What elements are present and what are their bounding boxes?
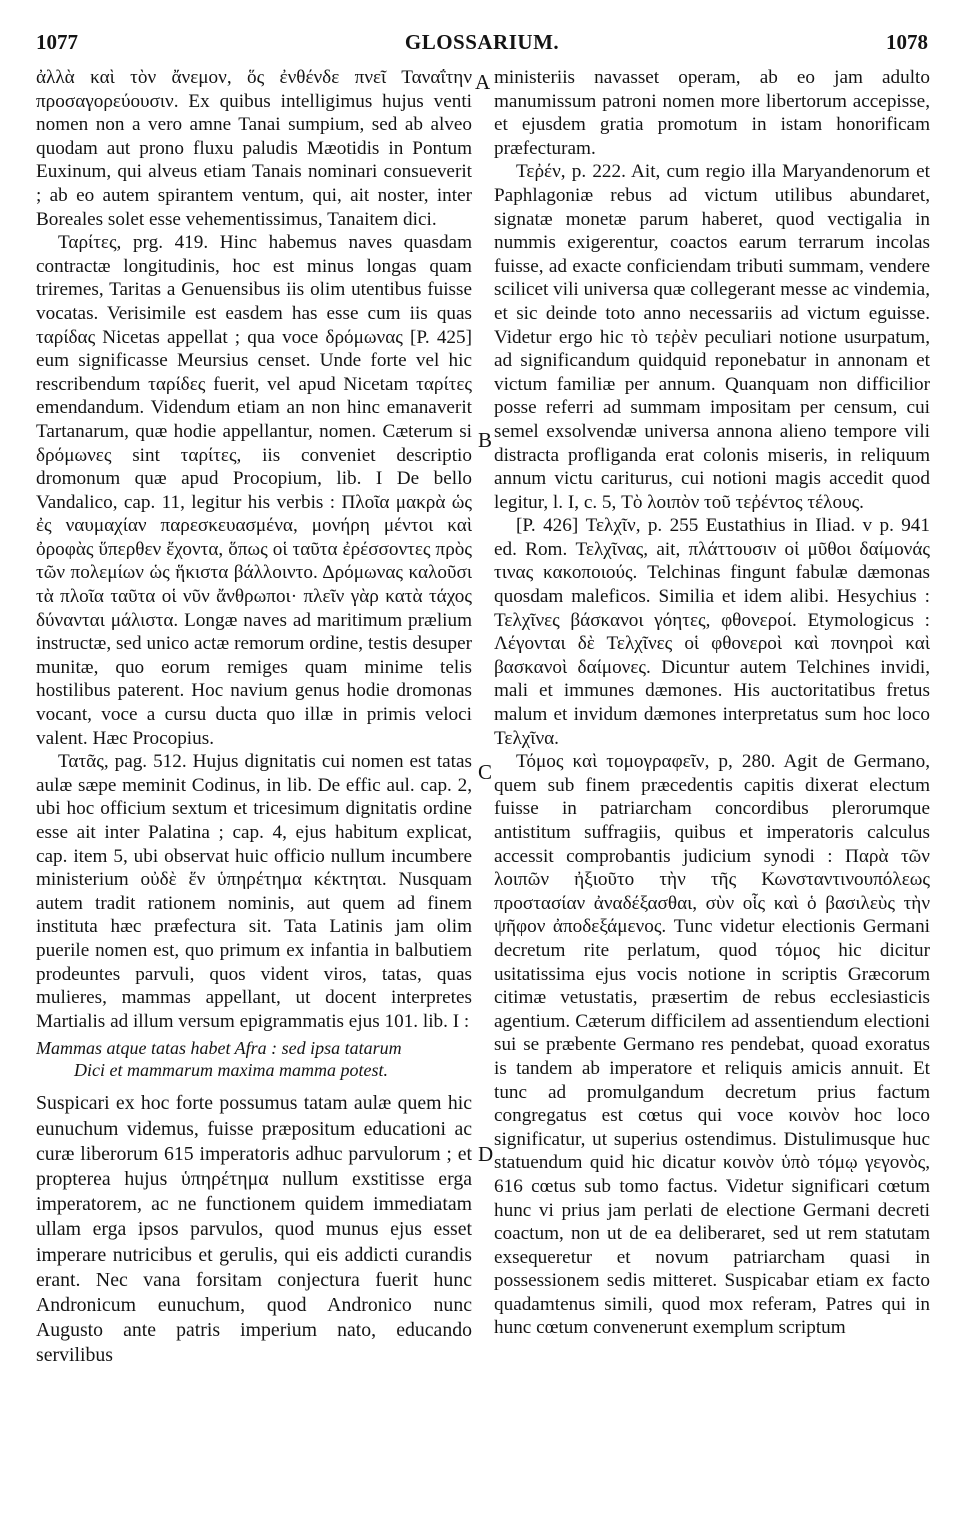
running-title: GLOSSARIUM. — [404, 30, 560, 54]
entry-tatas-end: ministeriis navasset operam, ab eo jam adulto manumissum patroni nomen more libertorum accepisse, et ejusdem gratia promotum in istam honorificam præfecturam. — [494, 67, 930, 159]
left-column — [36, 66, 472, 1526]
verse-line-2: Dici et mammarum maxima mamma potest. — [74, 1060, 388, 1081]
margin-marker-a: A — [475, 70, 491, 94]
entry-tomos: Τόμος καὶ τομογραφεῖν, p, 280. Agit de Germano, quem sub finem præcedentis capitis dixerat electum fuisse in patriarcham concordibus plerorumque antistitum suffragiis, quibus et imperatoris calculus accessit comprobantis judicium synodi : Παρὰ τῶν λοιπῶν ἠξιοῦτο τὴν τῆς Κωνσταντινουπόλεως προστασίαν ἀναδέξασθαι, σὺν οἷς καὶ ὁ βασιλεὺς τὴν ψῆφον ἀποδεξάμενος. Tunc videtur electionis Germani decretum rite perlatum, quod τόμος hic dicitur usitatissima ejus vocis notione in scriptis Græcorum citimæ vetustatis, præsertim de rebus ecclesiasticis agentium. Cæterum difficilem ad assentiendum electioni sui se præbente Germano res pendebat, quoad exoratus is tandem ab imperatore et reliquis amicis annuit. Et tunc ad promulgandum decretum prius factum congregatus est cœtus qui voce κοινὸν hoc loco significatur, ut superius ostendimus. Distulimusque huc statuendum quid hic dicatur κοινὸν ὑπὸ τόμῳ γεγονὸς, 616 cœtus sub tomo factus. Videtur significari cœtum hunc vi prius jam perlati de electione Germani decreti coactum, non ut de ea deliberaret, sed ut rem statutam exsequeretur et novum patriarcham quasi in possessionem sedis mitteret. Suspicabar etiam ex facto quadamtenus simili, quod mox referam, Patres qui in hunc cœtum convenerunt exemplum scriptum — [494, 751, 930, 1339]
margin-marker-d: D — [478, 1142, 494, 1166]
entry-tanaites-end: ἀλλὰ καὶ τὸν ἄνεμον, ὅς ἐνθένδε πνεῖ Ταναΐτην προσαγορεύουσιν. Ex quibus intelligimus hujus venti nomen non a vero amne Tanai sumpium, sed ab alveo quodam aut prono fluxu paludis Mæotidis in Pontum Euxinum, qui alveus etiam Tanais nominari consueverit ; ab eo autem spirantem ventum, qui, ait noster, inter Boreales solet esse vehementissimus, Tanaitem dici. — [36, 67, 472, 230]
entry-tarites: Ταρίτες, prg. 419. Hinc habemus naves quasdam contractæ longitudinis, hoc est minus longas quam triremes, Taritas a Genuensibus iis olim utentibus fuisse vocatas. Verisimile est easdem has esse cum iis quas ταρίδας Nicetas appellat ; qua voce δρόμωνας [P. 425] eum significasse Meursius censet. Unde forte vel hic rescribendum ταρίδες fuerit, vel apud Nicetam ταρίτες emendandum. Videndum etiam an non hinc emanaverit Tartanarum, quæ hodie appellantur, nomen. Cæterum si δρόμωνες sint ταρίτες, iis conveniet descriptio dromonum quæ apud Procopium, lib. I De bello Vandalico, cap. 11, legitur his verbis : Πλοῖα μακρὰ ὡς ἐς ναυμαχίαν παρεσκευασμένα, μονήρη μέντοι καὶ ὀροφὰς ὕπερθεν ἔχοντα, ὅπως οἱ ταῦτα ἐρέσσοντες πρὸς τῶν πολεμίων ὡς ἥκιστα βάλλοιντο. Δρόμωνας καλοῦσι τὰ πλοῖα ταῦτα οἱ νῦν ἄνθρωποι· πλεῖν γὰρ κατὰ τάχος δύνανται μάλιστα. Longæ naves ad maritimum prælium instructæ, sed unico actæ remorum ordine, testis desuper munitæ, quo eorum remiges quam minime telis hostilibus paterent. Hoc navium genus hodie dromonas vocant, voce a cursu ducta quo illæ in primis veloci valent. Hæc Procopius. — [36, 232, 472, 749]
entry-tatas-continued: Suspicari ex hoc forte possumus tatam aulæ quem hic eunuchum videmus, fuisse præpositum educationi ac curæ liberorum 615 imperatoris adhuc parvulorum ; et propterea hujus ὑπηρέτημα nullum exstitisse erga imperatorem, ac ne functionem quidem immediatam ullam erga ipsos parvulos, quod munus ejus esset imperare nutricibus et gerulis, qui eis addicti curandis erant. Nec vana forsitam conjectura fuerit hunc Andronicum eunuchum, quod Andronico nunc Augusto ante patris imperium nato, educando servilibus — [36, 1092, 472, 1367]
entry-teren: Τεῤέν, p. 222. Ait, cum regio illa Maryandenorum et Paphlagoniæ rebus ad victum utilibus abundaret, signatæ monetæ parum haberet, quod vectigalia in nummis exigerentur, coactos earum terrarum incolas fuisse, ad exacte conficiendam tributi summam, vendere scilicet vili universa quæ collegerant messe ac vindemia, et sic deinde toto anno necessariis ad victum eguisse. Videtur ergo hic τὸ τεῤὲν peculiari notione usurpatum, ad significandum quidquid reponebatur in annonam et victum familiæ per annum. Quanquam non difficilior posse referri ad summam impositam per censum, cui semel exsolvendæ universa annona alieno tempore vili distracta profliganda erat colonis miseris, in reliquum annum victu cariturus, cui notioni magis accedit quod legitur, l. I, c. 5, Τὸ λοιπὸν τοῦ τεῤέντος τέλους. — [494, 161, 930, 513]
martial-verse — [36, 1037, 472, 1081]
page-header — [36, 30, 928, 60]
right-page-number: 1078 — [886, 30, 928, 54]
verse-line-1: Mammas atque tatas habet Afra : sed ipsa tatarum — [36, 1038, 402, 1059]
entry-telchin: [P. 426] Τελχῖν, p. 255 Eustathius in Iliad. v p. 941 ed. Rom. Τελχῖνας, ait, πλάττουσιν οἱ μῦθοι δαίμονάς τινας κακοποιούς. Telchinas fingunt fabulæ dæmonas quosdam maleficos. Similia et idem alibi. Hesychius : Τελχῖνες βάσκανοι γόητες, φθονεροί. Etymologicus : Λέγονται δὲ Τελχῖνες οἱ φθονεροὶ καὶ πονηροὶ καὶ βασκανοὶ δαίμονες. Dicuntur autem Telchines invidi, mali et immunes dæmones. His auctoritatibus fretus malum et invidum dæmones interpretatus sum hoc loco Τελχῖνα. — [494, 515, 930, 749]
right-column — [494, 66, 930, 1526]
margin-marker-b: B — [478, 428, 493, 452]
margin-marker-c: C — [478, 760, 493, 784]
entry-tatas: Τατᾶς, pag. 512. Hujus dignitatis cui nomen est tatas aulæ sæpe meminit Codinus, in lib. De effic aul. cap. 2, ubi hoc officium sextum et tricesimum dignitatis ordine esse ait inter Palatina ; cap. 4, ejus habitum explicat, cap. item 5, ubi observat huic officio nullum incumbere ministerium οὐδὲ ἕν ὑπηρέτημα κέκτηται. Nusquam autem tradit rationem nominis, aut quem ad finem instituta hæc præfectura sit. Tata Latinis jam olim puerile nomen est, quo primum ex infantia in balbutiem prodeuntes parvuli, quos vident viros, tatas, quas mulieres, mammas appellant, ut docent interpretes Martialis ad illum versum epigrammatis ejus 101. lib. I : — [36, 751, 472, 1032]
left-page-number: 1077 — [36, 30, 78, 54]
